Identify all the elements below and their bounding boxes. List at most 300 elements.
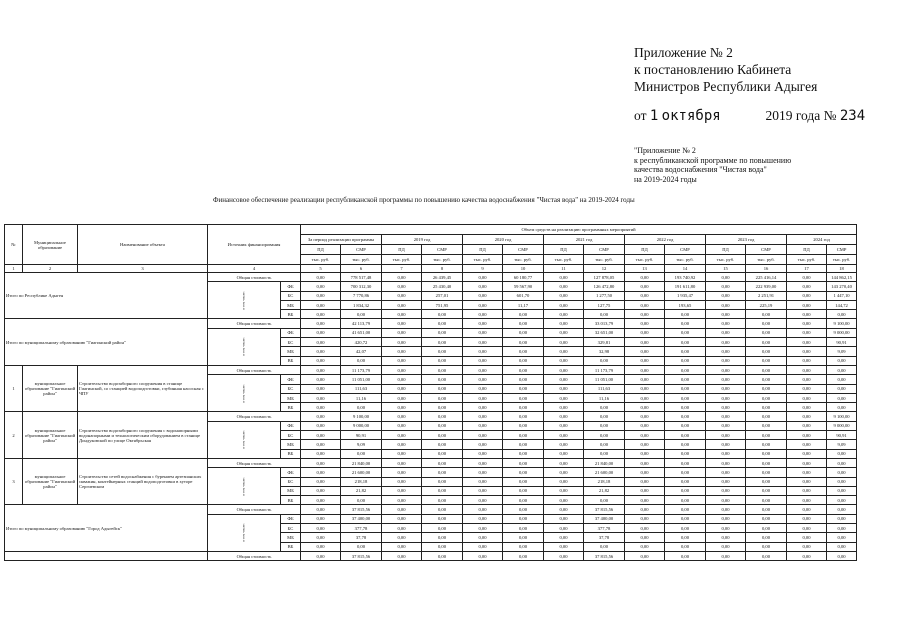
value-cell: 0,00: [503, 365, 544, 374]
sub-header: [634, 146, 791, 184]
value-cell: 778 517,48: [341, 273, 382, 282]
value-cell: 0,00: [625, 412, 665, 421]
value-cell: 0,00: [463, 356, 503, 365]
value-cell: 0,00: [544, 338, 584, 347]
value-cell: 0,00: [746, 458, 787, 467]
value-cell: 0,00: [463, 412, 503, 421]
appendix-line-2: к постановлению Кабинета: [634, 62, 792, 77]
value-cell: 0,00: [787, 282, 827, 291]
value-cell: 0,00: [625, 505, 665, 514]
date-day: 1: [649, 108, 659, 124]
value-cell: 0,00: [746, 356, 787, 365]
value-cell: 222 939,00: [746, 282, 787, 291]
value-cell: 0,00: [706, 421, 746, 430]
value-cell: 0,00: [706, 319, 746, 328]
value-cell: 0,00: [665, 375, 706, 384]
value-cell: 0,00: [301, 533, 341, 542]
value-cell: 193 740,92: [665, 273, 706, 282]
value-cell: 0,00: [625, 486, 665, 495]
value-cell: 0,00: [301, 486, 341, 495]
value-cell: 0,00: [706, 300, 746, 309]
value-cell: 59 567,90: [503, 282, 544, 291]
column-number: 6: [341, 265, 382, 273]
value-cell: 0,00: [422, 356, 463, 365]
value-cell: 0,00: [503, 468, 544, 477]
value-cell: 0,00: [827, 514, 857, 523]
value-cell: 0,00: [787, 365, 827, 374]
value-cell: 0,00: [706, 431, 746, 440]
value-cell: 0,00: [625, 393, 665, 402]
value-cell: 0,00: [382, 356, 422, 365]
value-cell: 0,00: [503, 356, 544, 365]
value-cell: 0,00: [463, 486, 503, 495]
col-object-header: Наименование объекта: [78, 225, 208, 265]
in-that-number-text: в том числе:: [241, 477, 246, 496]
value-cell: 0,00: [827, 524, 857, 533]
value-cell: 751,95: [422, 300, 463, 309]
value-cell: 0,00: [382, 347, 422, 356]
value-cell: 0,00: [382, 338, 422, 347]
smr-header: СМР: [665, 245, 706, 255]
value-cell: 0,00: [463, 375, 503, 384]
value-cell: 0,00: [827, 496, 857, 505]
value-cell: 0,00: [706, 403, 746, 412]
in-that-number-label: [208, 282, 281, 319]
value-cell: 0,00: [746, 403, 787, 412]
value-cell: 0,00: [827, 542, 857, 551]
value-cell: 25 430,40: [422, 282, 463, 291]
value-cell: 0,00: [301, 403, 341, 412]
value-cell: 0,00: [503, 421, 544, 430]
value-cell: 0,00: [544, 384, 584, 393]
value-cell: 9,09: [341, 440, 382, 449]
value-cell: 0,00: [463, 403, 503, 412]
unit-cell: тыс. руб.: [463, 255, 503, 265]
value-cell: 0,00: [382, 328, 422, 337]
value-cell: 0,00: [625, 449, 665, 458]
column-number: 10: [503, 265, 544, 273]
value-cell: 0,00: [625, 468, 665, 477]
value-cell: 0,00: [463, 291, 503, 300]
value-cell: 0,00: [787, 551, 827, 560]
appendix-title: Приложение № 2: [634, 45, 733, 60]
value-cell: 0,00: [746, 319, 787, 328]
unit-cell: тыс. руб.: [706, 255, 746, 265]
value-cell: 0,00: [544, 449, 584, 458]
column-number: 15: [706, 265, 746, 273]
value-cell: 0,00: [544, 524, 584, 533]
value-cell: 33 013,79: [584, 319, 625, 328]
value-cell: 0,00: [665, 421, 706, 430]
source-code: ВБ: [281, 496, 301, 505]
in-that-number-text: в том числе:: [241, 291, 246, 310]
value-cell: 0,00: [625, 310, 665, 319]
year-header: 2020 год: [463, 235, 544, 245]
table-row: [5, 273, 857, 282]
value-cell: 0,00: [787, 468, 827, 477]
value-cell: 0,00: [301, 282, 341, 291]
value-cell: 0,00: [787, 440, 827, 449]
value-cell: 0,00: [544, 496, 584, 505]
value-cell: 0,00: [706, 310, 746, 319]
value-cell: 0,00: [787, 328, 827, 337]
col-source-header: Источник финансирования: [208, 225, 301, 265]
source-code: БС: [281, 431, 301, 440]
value-cell: 700 312,30: [341, 282, 382, 291]
value-cell: 0,00: [827, 375, 857, 384]
total-cost-label: Общая стоимость: [208, 273, 301, 282]
value-cell: 0,00: [746, 542, 787, 551]
value-cell: 218,18: [584, 477, 625, 486]
object-name-cell: Строительство водозаборного сооружения с водонапорными водонапорными и технологическим оборудованием в станице Дондуковской по улице Октябрьская: [78, 412, 208, 458]
value-cell: 90,91: [827, 431, 857, 440]
source-code: ФБ: [281, 514, 301, 523]
value-cell: 0,00: [665, 347, 706, 356]
value-cell: 0,00: [382, 273, 422, 282]
value-cell: 0,00: [665, 319, 706, 328]
value-cell: 21 600,00: [341, 468, 382, 477]
value-cell: 0,00: [787, 403, 827, 412]
source-code: МБ: [281, 440, 301, 449]
column-number: 2: [23, 265, 78, 273]
value-cell: 0,00: [503, 328, 544, 337]
value-cell: 0,00: [382, 496, 422, 505]
value-cell: 0,00: [544, 505, 584, 514]
value-cell: 0,00: [422, 375, 463, 384]
value-cell: 0,00: [665, 514, 706, 523]
value-cell: 0,00: [787, 356, 827, 365]
value-cell: 0,00: [746, 384, 787, 393]
value-cell: 0,00: [746, 468, 787, 477]
value-cell: 0,00: [503, 496, 544, 505]
value-cell: 0,00: [301, 347, 341, 356]
value-cell: 0,00: [422, 542, 463, 551]
value-cell: 0,00: [301, 505, 341, 514]
value-cell: 111,63: [341, 384, 382, 393]
value-cell: 0,00: [463, 282, 503, 291]
value-cell: 0,00: [706, 375, 746, 384]
value-cell: 0,00: [301, 365, 341, 374]
smr-header: СМР: [503, 245, 544, 255]
value-cell: 0,00: [706, 273, 746, 282]
value-cell: 0,00: [665, 542, 706, 551]
value-cell: 0,00: [463, 468, 503, 477]
value-cell: 0,00: [422, 328, 463, 337]
value-cell: 0,00: [544, 468, 584, 477]
source-code: БС: [281, 524, 301, 533]
value-cell: 0,00: [463, 310, 503, 319]
value-cell: 21,82: [584, 486, 625, 495]
value-cell: 0,00: [301, 524, 341, 533]
in-that-number-label: [208, 468, 281, 505]
value-cell: 0,00: [422, 514, 463, 523]
value-cell: 0,00: [787, 319, 827, 328]
column-number: 5: [301, 265, 341, 273]
year-header: 2022 год: [625, 235, 706, 245]
value-cell: 0,00: [382, 375, 422, 384]
funding-table: [4, 224, 857, 561]
table-row: [5, 365, 857, 374]
value-cell: 0,00: [503, 310, 544, 319]
value-cell: 0,00: [463, 542, 503, 551]
value-cell: 0,00: [463, 440, 503, 449]
value-cell: 0,00: [463, 458, 503, 467]
value-cell: 0,00: [746, 514, 787, 523]
value-cell: 1 834,32: [341, 300, 382, 309]
value-cell: 0,00: [625, 300, 665, 309]
value-cell: 0,00: [584, 421, 625, 430]
value-cell: 0,00: [544, 347, 584, 356]
value-cell: 0,00: [422, 347, 463, 356]
value-cell: 60 180,77: [503, 273, 544, 282]
value-cell: 0,00: [584, 440, 625, 449]
value-cell: 0,00: [827, 468, 857, 477]
value-cell: 0,00: [706, 533, 746, 542]
value-cell: 0,00: [382, 524, 422, 533]
value-cell: 0,00: [341, 496, 382, 505]
value-cell: 11,17: [503, 300, 544, 309]
total-cost-label: Общая стоимость: [208, 551, 301, 560]
value-cell: 0,00: [625, 542, 665, 551]
column-number: 9: [463, 265, 503, 273]
value-cell: 0,00: [746, 421, 787, 430]
value-cell: 0,00: [625, 375, 665, 384]
value-cell: 0,00: [787, 375, 827, 384]
value-cell: 0,00: [544, 486, 584, 495]
unit-cell: тыс. руб.: [422, 255, 463, 265]
value-cell: 0,00: [382, 403, 422, 412]
value-cell: 0,00: [301, 496, 341, 505]
value-cell: 0,00: [382, 486, 422, 495]
unit-cell: тыс. руб.: [787, 255, 827, 265]
value-cell: 0,00: [625, 365, 665, 374]
value-cell: 0,00: [706, 412, 746, 421]
table-row: [5, 319, 857, 328]
value-cell: 0,00: [827, 310, 857, 319]
value-cell: 0,00: [827, 551, 857, 560]
value-cell: 0,00: [665, 533, 706, 542]
value-cell: 0,00: [382, 421, 422, 430]
value-cell: 0,00: [382, 468, 422, 477]
value-cell: 0,00: [746, 328, 787, 337]
value-cell: 0,00: [341, 542, 382, 551]
value-cell: 0,00: [382, 440, 422, 449]
value-cell: 0,00: [382, 282, 422, 291]
smr-header: СМР: [584, 245, 625, 255]
value-cell: 0,00: [706, 356, 746, 365]
value-cell: 0,00: [422, 524, 463, 533]
value-cell: 11,16: [584, 393, 625, 402]
value-cell: 0,00: [503, 477, 544, 486]
value-cell: 0,00: [503, 440, 544, 449]
value-cell: 0,00: [827, 384, 857, 393]
value-cell: 1 447,10: [827, 291, 857, 300]
column-number: 8: [422, 265, 463, 273]
source-code: ВБ: [281, 449, 301, 458]
value-cell: 0,00: [584, 310, 625, 319]
table-title: Финансовое обеспечение реализации республиканской программы по повышению качества водоснабжения "Чистая вода" на 2019-2024 годы: [213, 196, 635, 204]
source-code: МБ: [281, 533, 301, 542]
source-code: БС: [281, 291, 301, 300]
value-cell: 0,00: [544, 282, 584, 291]
table-head: [5, 225, 857, 273]
value-cell: 11 051,00: [341, 375, 382, 384]
value-cell: 111,63: [584, 384, 625, 393]
value-cell: 0,00: [665, 551, 706, 560]
value-cell: 0,00: [503, 458, 544, 467]
value-cell: 0,00: [301, 319, 341, 328]
pd-header: ПД: [625, 245, 665, 255]
smr-header: СМР: [422, 245, 463, 255]
value-cell: 0,00: [544, 431, 584, 440]
column-number: 12: [584, 265, 625, 273]
value-cell: 127 878,05: [584, 273, 625, 282]
value-cell: 0,00: [625, 347, 665, 356]
value-cell: 0,00: [463, 393, 503, 402]
total-cost-label: Общая стоимость: [208, 412, 301, 421]
value-cell: 0,00: [665, 412, 706, 421]
value-cell: 0,00: [422, 496, 463, 505]
group-total-label: Итого по муниципальному образованию "Город Адыгейск": [5, 505, 208, 551]
value-cell: 0,00: [503, 319, 544, 328]
value-cell: 0,00: [422, 393, 463, 402]
value-cell: 0,00: [422, 421, 463, 430]
value-cell: 0,00: [746, 412, 787, 421]
value-cell: 0,00: [706, 338, 746, 347]
value-cell: 0,00: [503, 533, 544, 542]
value-cell: 0,00: [706, 393, 746, 402]
value-cell: 0,00: [422, 338, 463, 347]
source-code: ВБ: [281, 542, 301, 551]
value-cell: 32 651,00: [584, 328, 625, 337]
source-code: МБ: [281, 300, 301, 309]
value-cell: 0,00: [787, 477, 827, 486]
value-cell: 0,00: [787, 486, 827, 495]
value-cell: 0,00: [665, 310, 706, 319]
value-cell: 0,00: [463, 524, 503, 533]
value-cell: 0,00: [301, 431, 341, 440]
value-cell: 26 439,45: [422, 273, 463, 282]
value-cell: 0,00: [706, 347, 746, 356]
value-cell: 21 840,00: [341, 458, 382, 467]
total-cost-label: Общая стоимость: [208, 505, 301, 514]
value-cell: 0,00: [746, 477, 787, 486]
value-cell: 0,00: [544, 551, 584, 560]
value-cell: 0,00: [706, 291, 746, 300]
value-cell: 1 277,50: [584, 291, 625, 300]
unit-cell: тыс. руб.: [382, 255, 422, 265]
value-cell: 0,00: [301, 542, 341, 551]
value-cell: 0,00: [382, 431, 422, 440]
value-cell: 0,00: [301, 300, 341, 309]
column-number: 16: [746, 265, 787, 273]
value-cell: 0,00: [503, 505, 544, 514]
value-cell: 0,00: [301, 449, 341, 458]
value-cell: 0,00: [625, 273, 665, 282]
value-cell: 0,00: [463, 505, 503, 514]
value-cell: 0,00: [463, 338, 503, 347]
value-cell: 0,00: [746, 347, 787, 356]
value-cell: 0,00: [463, 431, 503, 440]
value-cell: 0,00: [787, 384, 827, 393]
date-prefix: от: [634, 108, 647, 123]
value-cell: 225 416,14: [746, 273, 787, 282]
column-number: 4: [208, 265, 301, 273]
value-cell: 0,00: [422, 533, 463, 542]
value-cell: 143 270,40: [827, 282, 857, 291]
value-cell: 0,00: [746, 505, 787, 514]
value-cell: 21 840,00: [584, 458, 625, 467]
value-cell: 0,00: [422, 486, 463, 495]
value-cell: 0,00: [503, 412, 544, 421]
period-header: За период реализации программы: [301, 235, 382, 245]
value-cell: 0,00: [665, 477, 706, 486]
sub-header-line-2: к республиканской программе по повышению: [634, 155, 792, 165]
value-cell: 0,00: [301, 468, 341, 477]
value-cell: 0,00: [625, 291, 665, 300]
value-cell: 0,00: [422, 468, 463, 477]
unit-cell: тыс. руб.: [584, 255, 625, 265]
value-cell: 0,00: [665, 431, 706, 440]
value-cell: 0,00: [463, 551, 503, 560]
value-cell: 0,00: [706, 458, 746, 467]
source-code: МБ: [281, 347, 301, 356]
value-cell: 0,00: [827, 505, 857, 514]
value-cell: 0,00: [301, 310, 341, 319]
value-cell: 0,00: [382, 551, 422, 560]
source-code: БС: [281, 338, 301, 347]
value-cell: 0,00: [544, 421, 584, 430]
value-cell: 0,00: [665, 365, 706, 374]
value-cell: 0,00: [625, 440, 665, 449]
value-cell: 0,00: [706, 486, 746, 495]
unit-cell: тыс. руб.: [341, 255, 382, 265]
value-cell: 0,00: [787, 533, 827, 542]
value-cell: 0,00: [787, 458, 827, 467]
row-number: 3: [5, 458, 23, 504]
volume-header: Объем средств на реализацию программных мероприятий: [301, 225, 857, 235]
value-cell: 0,00: [341, 449, 382, 458]
value-cell: 0,00: [301, 375, 341, 384]
value-cell: 0,00: [787, 421, 827, 430]
object-name-cell: Строительство сетей водоснабжения с бурением артезианских скважин, контейнерных станций водоподготовки в хуторе Сергиевском: [78, 458, 208, 504]
in-that-number-label: [208, 328, 281, 365]
value-cell: 0,00: [301, 328, 341, 337]
value-cell: 0,00: [503, 375, 544, 384]
value-cell: 0,00: [746, 449, 787, 458]
date-line: [634, 108, 865, 124]
value-cell: 0,00: [584, 542, 625, 551]
value-cell: 0,00: [625, 338, 665, 347]
sub-header-line-3: качества водоснабжения "Чистая вода": [634, 165, 767, 174]
value-cell: 0,00: [382, 300, 422, 309]
value-cell: 0,00: [625, 551, 665, 560]
value-cell: 0,00: [706, 477, 746, 486]
value-cell: 0,00: [301, 514, 341, 523]
value-cell: 0,00: [382, 533, 422, 542]
value-cell: 0,00: [503, 542, 544, 551]
value-cell: 0,00: [665, 468, 706, 477]
value-cell: 0,00: [463, 421, 503, 430]
value-cell: 90,91: [341, 431, 382, 440]
value-cell: 0,00: [706, 440, 746, 449]
value-cell: 0,00: [382, 393, 422, 402]
value-cell: 0,00: [746, 486, 787, 495]
value-cell: 0,00: [382, 384, 422, 393]
value-cell: 0,00: [544, 533, 584, 542]
column-number: 11: [544, 265, 584, 273]
empty-cell: [5, 551, 208, 560]
